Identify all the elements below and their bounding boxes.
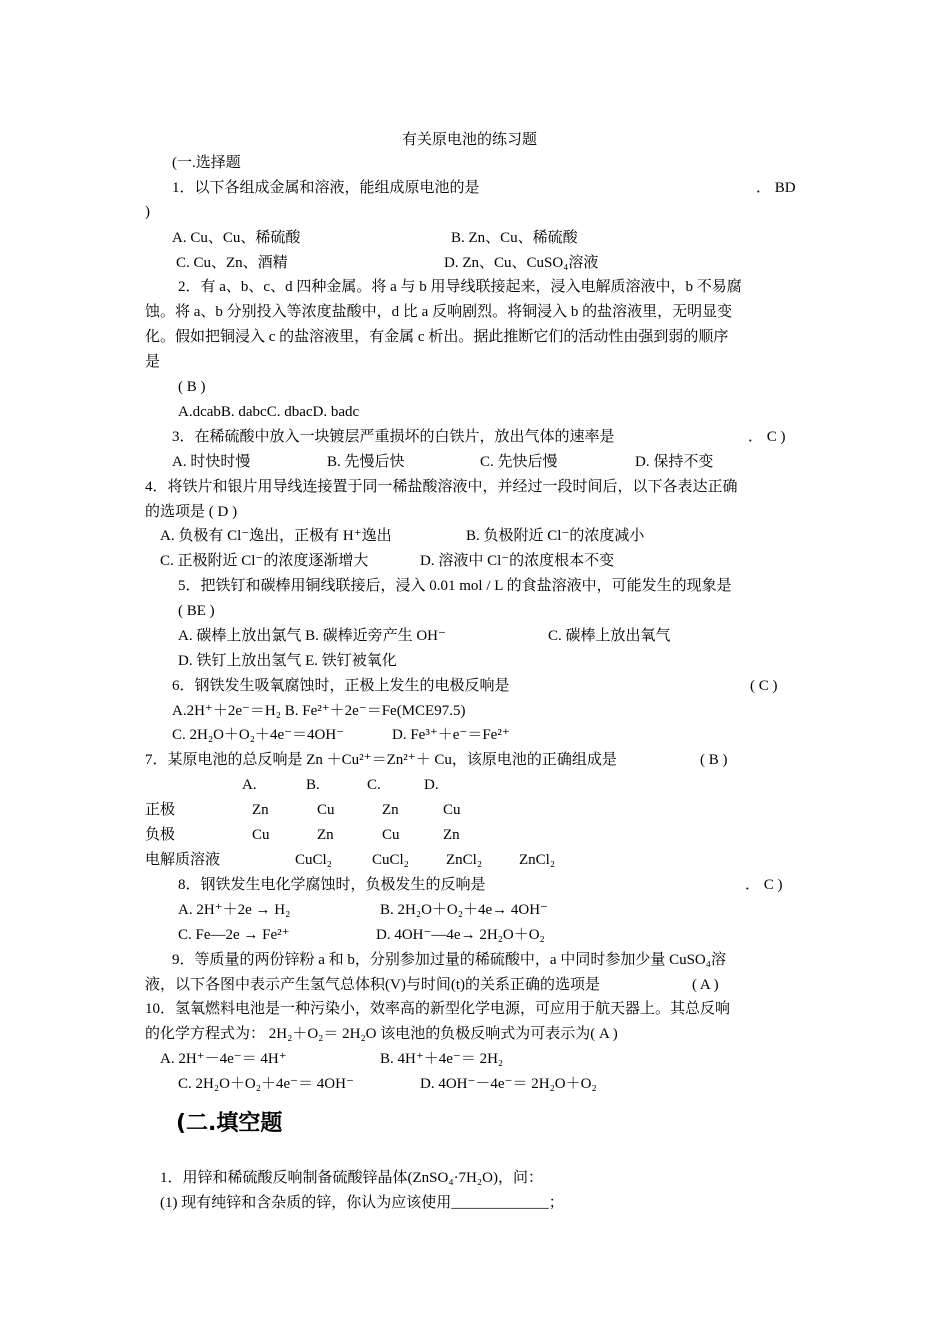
q5-option-de: D. 铁钉上放出氢气 E. 铁钉被氧化 [178, 653, 397, 669]
fill1-line1: 1．用锌和稀硫酸反响制备硫酸锌晶体(ZnSO₄·7H₂O)，问： [160, 1170, 543, 1186]
q3-option-d: D. 保持不变 [635, 454, 714, 470]
q2-answer: ( B ) [178, 379, 206, 395]
q3-option-a: A. 时快时慢 [172, 454, 251, 470]
q6-answer: ( C ) [750, 678, 778, 694]
q1-option-d: D. Zn、Cu、CuSO₄溶液 [444, 255, 599, 271]
q8-answer: ． C ) [745, 877, 783, 893]
section-heading-fill: (二.填空题 [176, 1111, 283, 1136]
q1-answer: ． BD [756, 180, 796, 196]
q10-option-c: C. 2H₂O＋O₂＋4e⁻＝ 4OH⁻ [178, 1076, 354, 1092]
q2-line2: 蚀。将 a、b 分别投入等浓度盐酸中，d 比 a 反响剧烈。将铜浸入 b 的盐溶液里，无明显变 [145, 304, 733, 320]
section-heading-choice: (一.选择题 [172, 155, 241, 171]
q7-header-d: D. [424, 777, 439, 793]
q8-option-d: D. 4OH⁻—4e→ 2H₂O＋O₂ [376, 927, 545, 943]
q7-cell: Cu [252, 827, 270, 843]
q7-cell: Zn [443, 827, 460, 843]
q8-option-c: C. Fe—2e → Fe²⁺ [178, 927, 290, 943]
q7-cell: CuCl₂ [295, 852, 332, 868]
q6-option-ab: A.2H⁺＋2e⁻＝H₂ B. Fe²⁺＋2e⁻＝Fe(MCE97.5) [172, 703, 466, 719]
q10-option-d: D. 4OH⁻－4e⁻＝ 2H₂O＋O₂ [420, 1076, 597, 1092]
q3-answer: ． C ) [748, 429, 786, 445]
q10-line1: 10．氢氧燃料电池是一种污染小，效率高的新型化学电源，可应用于航天器上。其总反响 [145, 1001, 731, 1017]
q4-option-a: A. 负极有 Cl⁻逸出，正极有 H⁺逸出 [160, 528, 392, 544]
q7-header-b: B. [306, 777, 320, 793]
q7-header-c: C. [367, 777, 381, 793]
q6-option-d: D. Fe³⁺＋e⁻＝Fe²⁺ [392, 727, 510, 743]
q2-line1: 2．有 a、b、c、d 四种金属。将 a 与 b 用导线联接起来，浸入电解质溶液中，b 不易腐 [178, 279, 742, 295]
q7-cell: Zn [382, 802, 399, 818]
q7-row-label: 电解质溶液 [145, 852, 221, 868]
q5-line1: 5．把铁钉和碳棒用铜线联接后，浸入 0.01 mol / L 的食盐溶液中，可能发生的现象是 [178, 578, 732, 594]
q1-option-a: A. Cu、Cu、稀硫酸 [172, 230, 301, 246]
q10-option-a: A. 2H⁺－4e⁻＝ 4H⁺ [160, 1051, 287, 1067]
q5-option-c: C. 碳棒上放出氧气 [548, 628, 671, 644]
q10-line2: 的化学方程式为： 2H₂＋O₂＝ 2H₂O 该电池的负极反响式为可表示为( A ) [145, 1026, 618, 1042]
q7-cell: Cu [443, 802, 461, 818]
q3-text: 3．在稀硫酸中放入一块镀层严重损坏的白铁片，放出气体的速率是 [172, 429, 615, 445]
q3-option-c: C. 先快后慢 [480, 454, 558, 470]
q1-text: 1．以下各组成金属和溶液，能组成原电池的是 [172, 180, 480, 196]
q1-option-b: B. Zn、Cu、稀硫酸 [451, 230, 578, 246]
q7-cell: Zn [252, 802, 269, 818]
q9-line2: 液，以下各图中表示产生氢气总体积(V)与时间(t)的关系正确的选项是 [145, 977, 600, 993]
q7-cell: ZnCl₂ [446, 852, 483, 868]
q9-answer: ( A ) [692, 977, 719, 993]
q7-row-label: 负极 [145, 827, 176, 843]
page-title: 有关原电池的练习题 [402, 132, 538, 148]
q10-option-b: B. 4H⁺＋4e⁻＝ 2H₂ [380, 1051, 504, 1067]
q5-option-ab: A. 碳棒上放出氯气 B. 碳棒近旁产生 OH⁻ [178, 628, 446, 644]
q4-option-d: D. 溶液中 Cl⁻的浓度根本不变 [420, 553, 615, 569]
q7-cell: Cu [317, 802, 335, 818]
q2-line4: 是 [145, 354, 161, 370]
q3-option-b: B. 先慢后快 [327, 454, 405, 470]
q2-options: A.dcabB. dabcC. dbacD. badc [178, 404, 360, 420]
q2-line3: 化。假如把铜浸入 c 的盐溶液里，有金属 c 析出。据此推断它们的活动性由强到弱的顺序 [145, 329, 729, 345]
q7-cell: CuCl₂ [372, 852, 409, 868]
q7-answer: ( B ) [700, 752, 728, 768]
fill1-line2: (1) 现有纯锌和含杂质的锌，你认为应该使用_____________； [160, 1195, 564, 1211]
q5-answer: ( BE ) [178, 603, 215, 619]
q7-text: 7．某原电池的总反响是 Zn ＋Cu²⁺＝Zn²⁺＋ Cu，该原电池的正确组成是 [145, 752, 617, 768]
q7-header-a: A. [242, 777, 257, 793]
q4-option-b: B. 负极附近 Cl⁻的浓度减小 [466, 528, 645, 544]
q1-answer-close: ) [145, 204, 150, 220]
q8-option-b: B. 2H₂O＋O₂＋4e→ 4OH⁻ [380, 902, 548, 918]
q1-option-c: C. Cu、Zn、酒精 [176, 255, 288, 271]
q4-line1: 4．将铁片和银片用导线连接置于同一稀盐酸溶液中，并经过一段时间后，以下各表达正确 [145, 479, 738, 495]
q4-line2: 的选项是 ( D ) [145, 504, 238, 520]
q6-text: 6．钢铁发生吸氧腐蚀时，正极上发生的电极反响是 [172, 678, 510, 694]
q7-cell: Cu [382, 827, 400, 843]
q9-line1: 9．等质量的两份锌粉 a 和 b，分别参加过量的稀硫酸中，a 中同时参加少量 CuSO₄溶 [172, 952, 726, 968]
q8-text: 8．钢铁发生电化学腐蚀时，负极发生的反响是 [178, 877, 486, 893]
q7-cell: Zn [317, 827, 334, 843]
q6-option-c: C. 2H₂O＋O₂＋4e⁻＝4OH⁻ [172, 727, 345, 743]
q7-row-label: 正极 [145, 802, 176, 818]
q8-option-a: A. 2H⁺＋2e → H₂ [178, 902, 291, 918]
q7-cell: ZnCl₂ [519, 852, 556, 868]
q4-option-c: C. 正极附近 Cl⁻的浓度逐渐增大 [160, 553, 369, 569]
